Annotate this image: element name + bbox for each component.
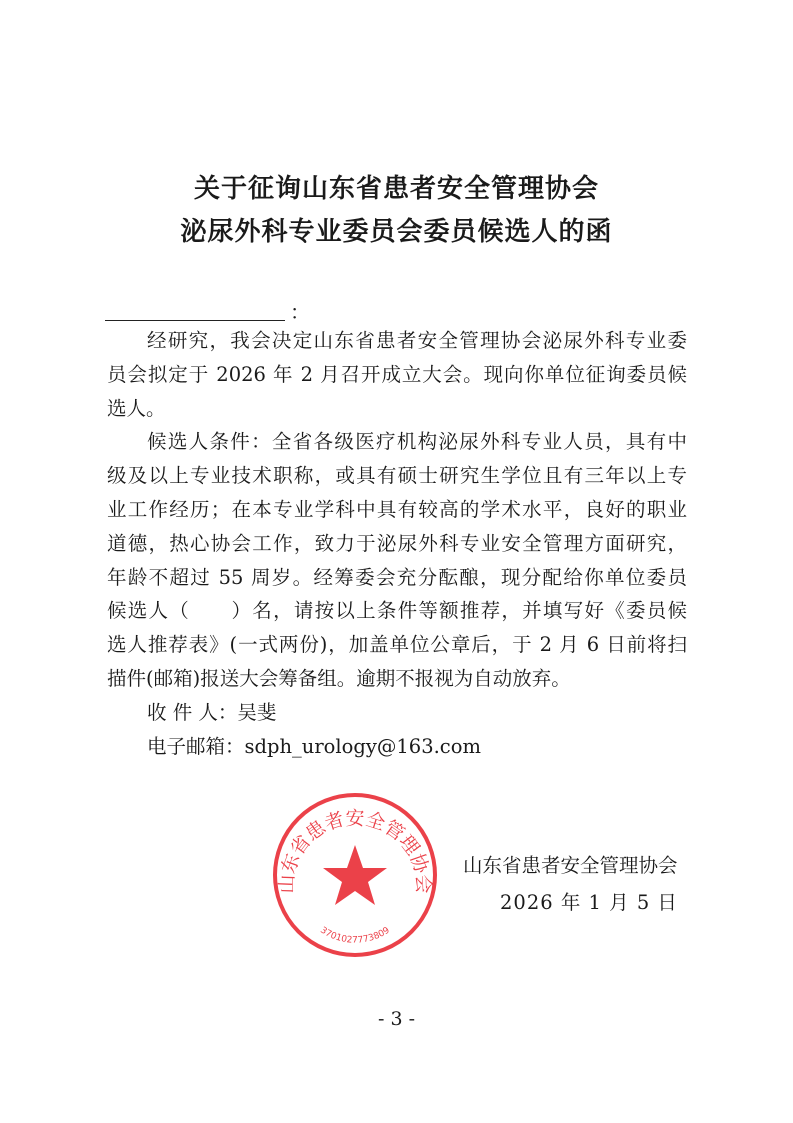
body-line: 电子邮箱：sdph_urology@163.com <box>147 734 481 758</box>
body-line: 收 件 人：吴斐 <box>147 700 277 724</box>
body-line: 级及以上专业技术职称，或具有硕士研究生学位且有三年以上专 <box>107 464 687 488</box>
signature-organization: 山东省患者安全管理协会 <box>463 854 678 877</box>
addressee-colon: ： <box>290 300 310 324</box>
body-line: 经研究，我会决定山东省患者安全管理协会泌尿外科专业委 <box>147 329 687 352</box>
document-title-line-1: 关于征询山东省患者安全管理协会 <box>193 174 599 204</box>
body-line: 员会拟定于 2026 年 2 月召开成立大会。现向你单位征询委员候 <box>107 362 687 386</box>
body-line: 候选人（ ）名，请按以上条件等额推荐，并填写好《委员候 <box>107 599 687 623</box>
seal-star-icon <box>323 845 387 905</box>
body-line: 候选人条件：全省各级医疗机构泌尿外科专业人员，具有中 <box>147 430 687 454</box>
addressee-blank <box>105 300 285 321</box>
svg-text:山东省患者安全管理协会: 山东省患者安全管理协会 <box>275 807 435 894</box>
body-line: 描件(邮箱)报送大会筹备组。逾期不报视为自动放弃。 <box>107 667 571 690</box>
signature-date: 2026 年 1 月 5 日 <box>500 891 678 914</box>
body-line: 选人推荐表》(一式两份)，加盖单位公章后，于 2 月 6 日前将扫 <box>107 633 687 657</box>
svg-text:3701027773809: 3701027773809 <box>318 925 392 946</box>
official-seal-stamp <box>270 790 440 960</box>
body-line: 年龄不超过 55 周岁。经筹委会充分酝酿，现分配给你单位委员 <box>107 565 687 589</box>
body-line: 道德，热心协会工作，致力于泌尿外科专业安全管理方面研究， <box>107 531 687 555</box>
body-line: 业工作经历；在本专业学科中具有较高的学术水平，良好的职业 <box>107 498 687 521</box>
body-line: 选人。 <box>107 396 166 420</box>
document-title-line-2: 泌尿外科专业委员会委员候选人的函 <box>180 217 613 247</box>
page-number: - 3 - <box>377 1008 415 1030</box>
